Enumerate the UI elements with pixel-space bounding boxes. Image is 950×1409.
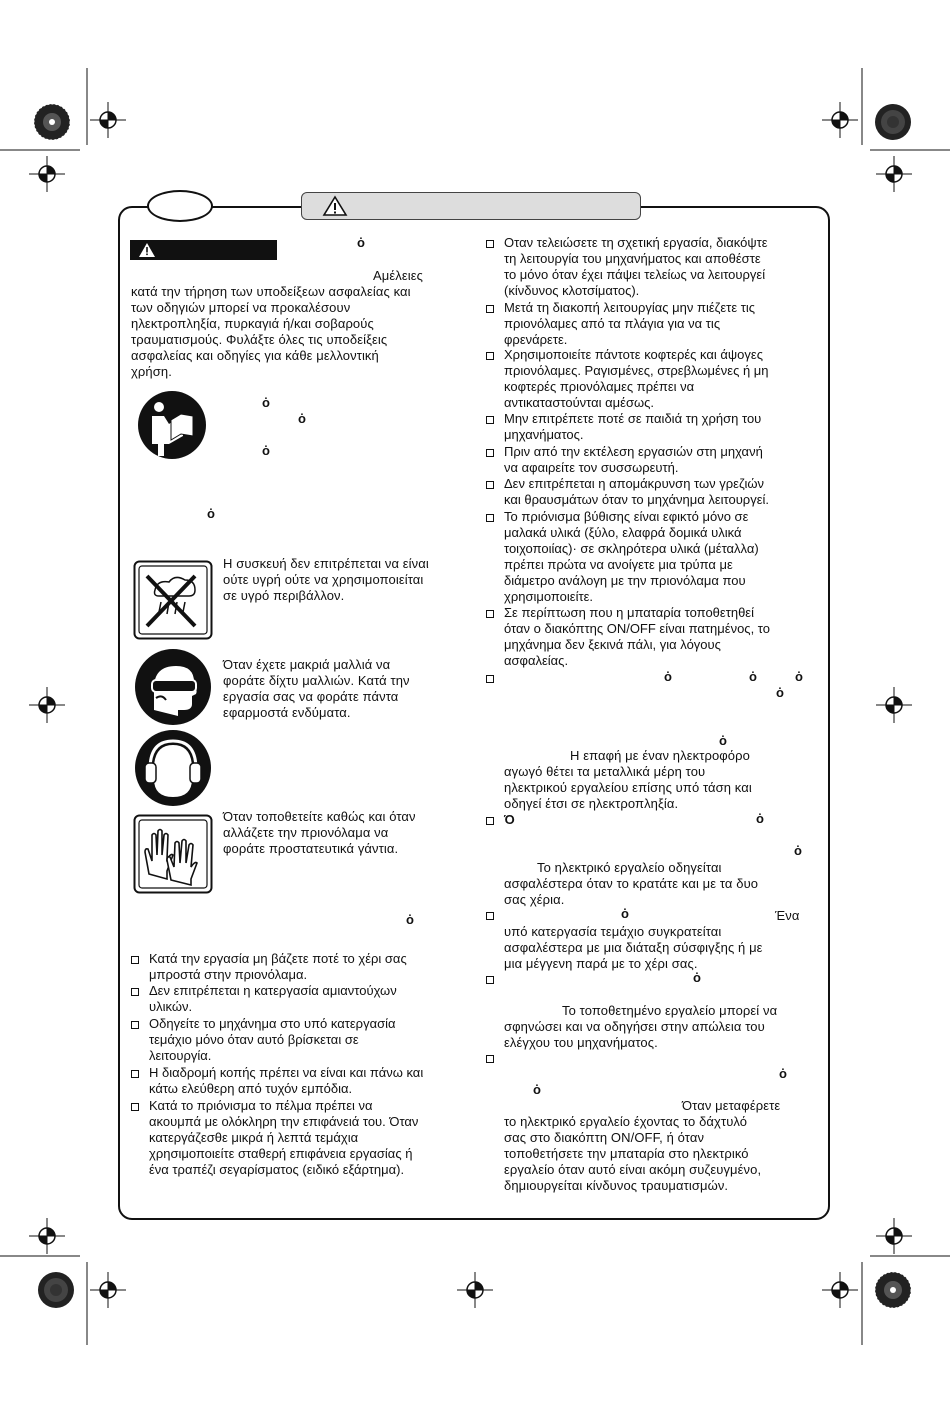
carry-text: το ηλεκτρικό εργαλείο έχοντας το δάχτυλό σας στο διακόπτη ON/OFF, ή όταν τοποθετήσετε την μπαταρία στο ηλεκτρικό εργαλείο όταν αυτό είναι ακόμη συζευγμένο, δημιουργείται κίνδυνος τραυματισμών. — [504, 1114, 762, 1193]
glyph-mark: ȯ — [621, 906, 629, 921]
electric-text: Η επαφή με έναν ηλεκτροφόρο αγωγό θέτει τα μεταλλικά μέρη του ηλεκτρικού εργαλείου επίσης υπό τάση και οδηγεί έτσι σε ηλεκτροπληξία. — [504, 748, 752, 811]
gloves-text: Όταν τοποθετείτε καθώς και όταν αλλάζετε την πριονόλαμα να φοράτε προστατευτικά γάντια. — [223, 809, 416, 856]
registration-target-right-lower — [874, 1216, 914, 1256]
jam-text: Το τοποθετημένο εργαλείο μπορεί να σφηνώσει και να οδηγήσει στην απώλεια του ελέγχου του μηχανήματος. — [504, 1003, 778, 1050]
glyph-mark: ȯ — [207, 506, 215, 521]
list-item: Σε περίπτωση που η μπαταρία τοποθετηθεί όταν ο διακόπτης ON/OFF είναι πατημένος, το μηχάνημα δεν ξεκινά πάλι, για λόγους ασφαλείας. — [504, 605, 770, 668]
list-bullet — [486, 817, 494, 825]
glyph-mark: ȯ — [794, 843, 802, 858]
glyph-mark: ȯ — [262, 395, 270, 410]
section-header-bar — [301, 192, 641, 220]
list-bullet — [131, 1103, 139, 1111]
list-item: Οταν τελειώσετε τη σχετική εργασία, διακόψτε τη λειτουργία του μηχανήματος και αποθέστε το μόνο όταν έχει πάψει τελείως να λειτουργεί (κίνδυνος κλοτσίματος). — [504, 235, 768, 298]
glyph-mark: ȯ — [406, 912, 414, 927]
no-wet-environment-icon — [133, 560, 213, 640]
list-bullet — [486, 514, 494, 522]
registration-target-bottom-left — [88, 1270, 128, 1310]
safety-goggles-icon — [134, 648, 212, 726]
starburst-target-top-left — [32, 102, 72, 142]
list-bullet — [486, 481, 494, 489]
registration-target-right-middle — [874, 685, 914, 725]
registration-target-left-upper — [27, 154, 67, 194]
warning-triangle-icon — [322, 195, 348, 217]
list-bullet — [131, 988, 139, 996]
glyph-mark: ȯ — [533, 1082, 541, 1097]
list-item: Πριν από την εκτέλεση εργασιών στη μηχανή να αφαιρείτε τον συσσωρευτή. — [504, 444, 763, 475]
registration-target-bottom-right — [820, 1270, 860, 1310]
wet-text: Η συσκευή δεν επιτρέπεται να είναι ούτε υγρή ούτε να χρησιμοποιείται σε υγρό περιβάλλον. — [223, 556, 429, 603]
starburst-target-bottom-left — [36, 1270, 76, 1310]
list-bullet — [486, 305, 494, 313]
list-item: Χρησιμοποιείτε πάντοτε κοφτερές και άψογες πριονόλαμες. Ραγισμένες, στρεβλωμένες ή μη κοφτερές πριονόλαμες πρέπει να αντικαταστούνται αμέσως. — [504, 347, 769, 410]
list-bullet — [486, 352, 494, 360]
list-item: Η διαδρομή κοπής πρέπει να είναι και πάνω και κάτω ελεύθερη από τυχόν εμπόδια. — [149, 1065, 424, 1096]
registration-target-top-left — [88, 100, 128, 140]
list-bullet — [131, 956, 139, 964]
intro-text: κατά την τήρηση των υποδείξεων ασφαλείας και των οδηγιών μπορεί να προκαλέσουν ηλεκτροπληξία, πυρκαγιά ή/και σοβαρούς τραυματισμούς. Φυλάξτε όλες τις υποδείξεις ασφαλείας και οδηγίες για κάθε μελλοντική χρήση. — [131, 284, 411, 379]
two-hands-text: Το ηλεκτρικό εργαλείο οδηγείται ασφαλέστερα όταν το κρατάτε και με τα δυο σας χέρια. — [504, 860, 759, 907]
glyph-mark: ȯ — [262, 443, 270, 458]
list-item: Κατά το πριόνισμα το πέλμα πρέπει να ακουμπά με ολόκληρη την επιφάνειά του. Όταν κατεργάζεσθε μικρά ή λεπτά τεμάχια χρησιμοποιείτε σταθερή επιφάνεια εργασίας ή ένα τραπέζι σεγαρίσματος (ειδικό εξάρτημα). — [149, 1098, 419, 1177]
list-bullet — [131, 1021, 139, 1029]
read-manual-icon — [137, 390, 207, 460]
list-bullet — [486, 675, 494, 683]
starburst-target-top-right — [873, 102, 913, 142]
registration-target-bottom-center — [455, 1270, 495, 1310]
glyph-mark: ȯ — [719, 733, 727, 748]
glyph-mark: ȯ — [795, 669, 803, 684]
list-item: Δεν επιτρέπεται η απομάκρυνση των γρεζιών και θραυσμάτων όταν το μηχάνημα λειτουργεί. — [504, 476, 769, 507]
list-item: Το πριόνισμα βύθισης είναι εφικτό μόνο σε μαλακά υλικά (ξύλο, ελαφρά δομικά υλικά τοιχοποιίας)· σε σκληρότερα υλικά (μέταλλα) πρέπει πρώτα να ανοίγετε μια τρύπα με διάμετρο ανάλογη με την πριονόλαμα που χρησιμοποιείτε. — [504, 509, 759, 604]
glyph-mark: ȯ — [357, 235, 365, 250]
list-item: Κατά την εργασία μη βάζετε ποτέ το χέρι σας μπροστά στην πριονόλαμα. — [149, 951, 407, 982]
starburst-target-bottom-right — [873, 1270, 913, 1310]
list-bullet — [486, 1055, 494, 1063]
list-bullet — [486, 912, 494, 920]
registration-target-top-right — [820, 100, 860, 140]
list-bullet — [486, 449, 494, 457]
list-item: Δεν επιτρέπεται η κατεργασία αμιαντούχων υλικών. — [149, 983, 397, 1014]
list-bullet — [486, 416, 494, 424]
glyph-mark: ȯ — [664, 669, 672, 684]
warning-label-box — [130, 240, 277, 260]
glyph-mark: ȯ — [776, 685, 784, 700]
carry-lead: Όταν μεταφέρετε — [682, 1098, 781, 1113]
hair-text: Όταν έχετε μακριά μαλλιά να φοράτε δίχτυ μαλλιών. Κατά την εργασία σας να φοράτε πάντα εφαρμοστά ενδύματα. — [223, 657, 410, 720]
list-bullet — [131, 1070, 139, 1078]
page-number-oval — [147, 190, 213, 222]
registration-target-right-upper — [874, 154, 914, 194]
clamp-text: υπό κατεργασία τεμάχιο συγκρατείται ασφαλέστερα με μια διάταξη σύσφιγξης ή με μια μέγγενη παρά με το χέρι σας. — [504, 924, 763, 971]
list-bullet — [486, 610, 494, 618]
list-item: Μετά τη διακοπή λειτουργίας μην πιέζετε τις πριονόλαμες από τα πλάγια για να τις φρενάρετε. — [504, 300, 756, 347]
glyph-mark: ȯ — [693, 970, 701, 985]
protective-gloves-icon — [133, 814, 213, 894]
two-hands-lead: Ό — [504, 812, 515, 827]
list-item: Οδηγείτε το μηχάνημα στο υπό κατεργασία τεμάχιο μόνο όταν αυτό βρίσκεται σε λειτουργία. — [149, 1016, 396, 1063]
clamp-lead: Ένα — [775, 908, 800, 923]
warning-triangle-icon — [138, 242, 156, 258]
glyph-mark: ȯ — [756, 811, 764, 826]
ear-protection-icon — [134, 729, 212, 807]
glyph-mark: ȯ — [779, 1066, 787, 1081]
glyph-mark: ȯ — [298, 411, 306, 426]
registration-target-left-lower — [27, 1216, 67, 1256]
list-item: Μην επιτρέπετε ποτέ σε παιδιά τη χρήση του μηχανήματος. — [504, 411, 762, 442]
list-bullet — [486, 240, 494, 248]
glyph-mark: ȯ — [749, 669, 757, 684]
registration-target-left-middle — [27, 685, 67, 725]
list-bullet — [486, 976, 494, 984]
intro-ameleies: Αμέλειες — [373, 268, 424, 283]
